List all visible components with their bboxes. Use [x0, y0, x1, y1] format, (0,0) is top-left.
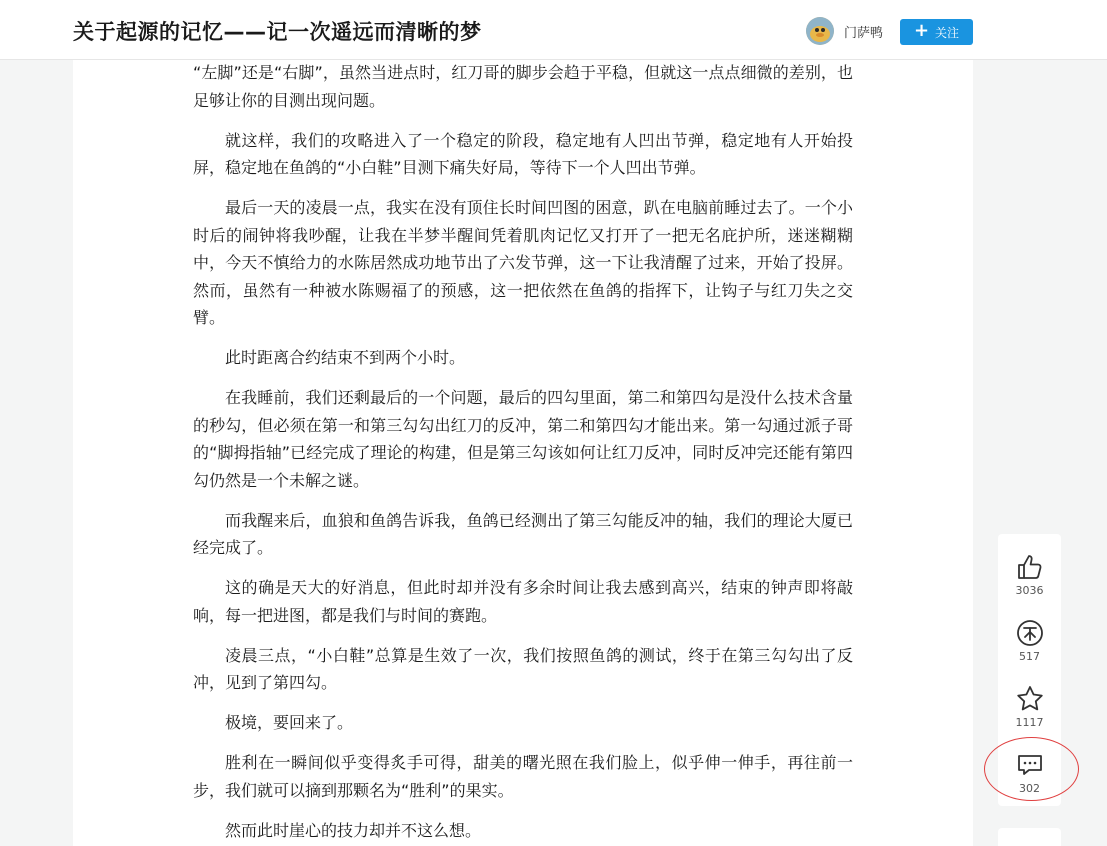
paragraph: 胜利在一瞬间似乎变得炙手可得，甜美的曙光照在我们脸上，似乎伸一伸手，再往前一步，我们就可以摘到那颗名为“胜利”的果实。: [193, 753, 853, 800]
like-count: 3036: [1015, 584, 1044, 597]
comment-count: 302: [1019, 782, 1040, 795]
top-header: [0, 0, 1107, 60]
sidebar-extra: [998, 828, 1061, 846]
annotation-circle: [984, 737, 1079, 801]
paragraph: 最后一天的凌晨一点，我实在没有顶住长时间凹图的困意，趴在电脑前睡过去了。一个小时后的闹钟将我吵醒，让我在半梦半醒间凭着肌肉记忆又打开了一把无名庇护所，迷迷糊糊中，今天不慎给力的水陈居然成功地节出了六发节弹，这一下让我清醒了过来，开始了投屏。然而，虽然有一种被水陈赐福了的预感，这一把依然在鱼鸽的指挥下，让钩子与红刀失之交臂。: [193, 198, 853, 327]
paragraph: 这的确是天大的好消息，但此时却并没有多余时间让我去感到高兴，结束的钟声即将敲响，每一把进图，都是我们与时间的赛跑。: [193, 578, 853, 625]
like-button[interactable]: [998, 552, 1061, 597]
paragraph: 凌晨三点，“小白鞋”总算是生效了一次，我们按照鱼鸽的测试，终于在第三勾勾出了反冲，见到了第四勾。: [193, 645, 853, 692]
author-name[interactable]: 门萨鸭: [844, 25, 884, 41]
follow-label: 关注: [935, 25, 960, 40]
paragraph: 就这样，我们的攻略进入了一个稳定的阶段，稳定地有人凹出节弹，稳定地有人开始投屏，稳定地在鱼鸽的“小白鞋”目测下痛失好局，等待下一个人凹出节弹。: [193, 130, 853, 177]
paragraph: 此时距离合约结束不到两个小时。: [225, 348, 466, 367]
article-body: [73, 60, 973, 846]
paragraph: 然而此时崖心的技力却并不这么想。: [225, 820, 482, 840]
favorite-button[interactable]: [998, 684, 1061, 729]
coin-button[interactable]: [998, 618, 1061, 663]
favorite-count: 1117: [1015, 716, 1044, 729]
plus-icon: +: [913, 20, 930, 41]
star-icon: [1015, 684, 1045, 714]
article-title: 关于起源的记忆——记一次遥远而清晰的梦: [73, 20, 482, 44]
avatar[interactable]: [806, 17, 834, 45]
article-content: [193, 60, 853, 846]
paragraph: “左脚”还是“右脚”，虽然当进点时，红刀哥的脚步会趋于平稳，但就这一点点细微的差别，也足够让你的目测出现问题。: [193, 63, 853, 110]
thumbs-up-icon: [1015, 552, 1045, 582]
coin-count: 517: [1019, 650, 1040, 663]
coin-icon: [1015, 618, 1045, 648]
paragraph: 极境，要回来了。: [225, 713, 354, 732]
author-info[interactable]: [806, 17, 883, 45]
paragraph: 在我睡前，我们还剩最后的一个问题，最后的四勾里面，第二和第四勾是没什么技术含量的秒勾，但必须在第一和第三勾勾出红刀的反冲，第二和第四勾才能出来。第一勾通过派子哥的“脚拇指轴”已经完成了理论的构建，但是第三勾该如何让红刀反冲，同时反冲完还能有第四勾仍然是一个未解之谜。: [193, 388, 853, 490]
follow-button[interactable]: [900, 19, 973, 45]
paragraph: 而我醒来后，血狼和鱼鸽告诉我，鱼鸽已经测出了第三勾能反冲的轴，我们的理论大厦已经完成了。: [193, 510, 853, 557]
